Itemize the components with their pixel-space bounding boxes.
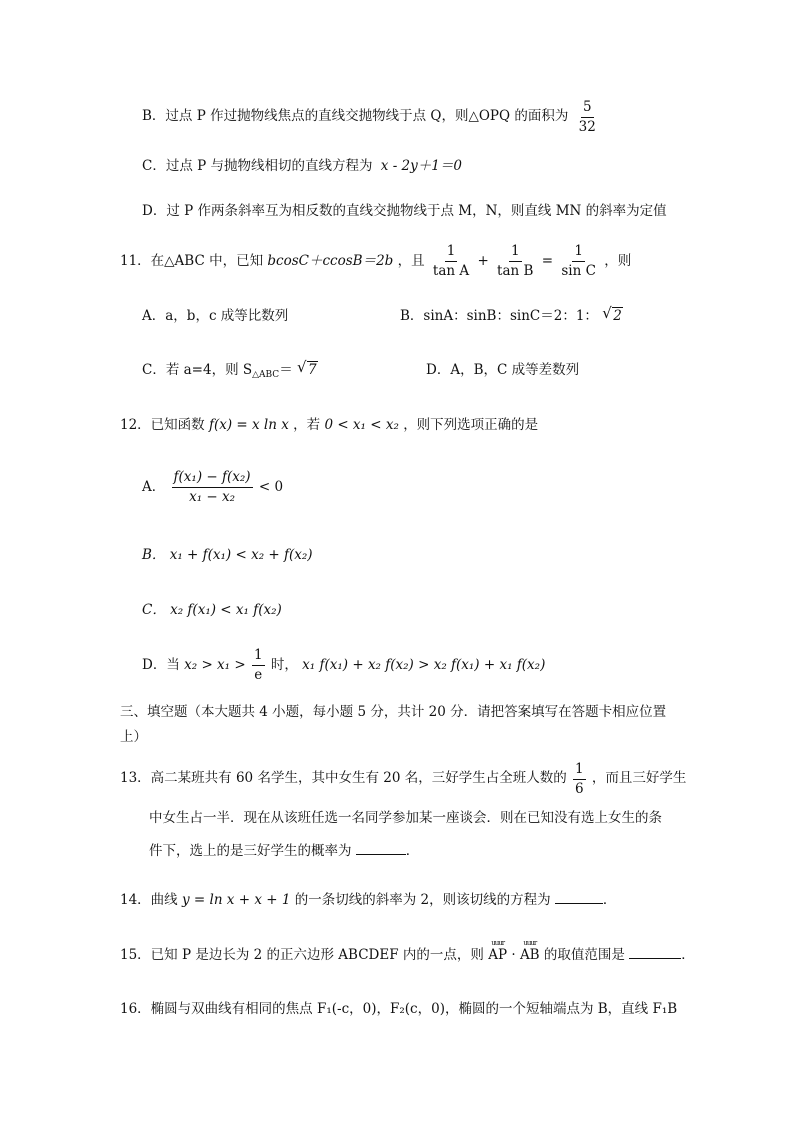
q12-function: f(x) = x ln x bbox=[208, 417, 289, 433]
q12-option-c-text: C． x₂ f(x₁) < x₁ f(x₂) bbox=[142, 602, 282, 618]
q11-option-b bbox=[400, 304, 623, 324]
q11-fraction-2 bbox=[495, 244, 535, 279]
fraction-numerator: 1 bbox=[572, 244, 585, 262]
option-label: D．当 bbox=[142, 657, 180, 674]
q14-tail: 的一条切线的斜率为 2，则该切线的方程为 bbox=[294, 892, 551, 908]
q11-option-d-text: D．A，B，C 成等差数列 bbox=[426, 362, 580, 378]
fraction-denominator: 6 bbox=[575, 780, 584, 797]
q13-text: ，而且三好学生 bbox=[591, 770, 687, 787]
q12-mid: ，若 bbox=[293, 417, 321, 433]
q16-text: 16．椭圆与双曲线有相同的焦点 F₁(-c，0)，F₂(c，0)，椭圆的一个短轴端点为 B，直线 F₁B bbox=[120, 1001, 678, 1017]
dot-operator: · bbox=[511, 947, 516, 963]
q15-tail: 的取值范围是 bbox=[543, 947, 625, 963]
fraction-numerator: f(x₁) − f(x₂) bbox=[172, 470, 253, 488]
q11-condition: bcosC＋ccosB＝2b bbox=[267, 253, 394, 270]
q10-option-b-fraction bbox=[577, 100, 598, 135]
q10-option-c-text: C．过点 P 与抛物线相切的直线方程为 bbox=[142, 158, 373, 174]
q10-option-c bbox=[142, 160, 462, 174]
q13-line3 bbox=[149, 845, 419, 859]
q10-option-d-text: D．过 P 作两条斜率互为相反数的直线交抛物线于点 M，N，则直线 MN 的斜率为定值 bbox=[142, 203, 667, 219]
q11-option-b-text: B．sinA：sinB：sinC＝2：1： bbox=[400, 308, 598, 324]
q13-text: 中女生占一半．现在从该班任选一名同学参加某一座谈会．则在已知没有选上女生的条 bbox=[149, 810, 662, 826]
vector-ab bbox=[519, 939, 540, 963]
q11-option-d bbox=[426, 364, 579, 378]
section-3-heading-text: 上） bbox=[120, 729, 147, 745]
section-3-heading-text: 三、填空题（本大题共 4 小题，每小题 5 分，共计 20 分．请把答案填写在答题卡相应位置 bbox=[120, 704, 667, 720]
q13-text: 13．高二某班共有 60 名学生，其中女生有 20 名，三好学生占全班人数的 bbox=[120, 770, 567, 787]
fraction-numerator: 5 bbox=[581, 100, 594, 118]
section-3-heading-line2 bbox=[120, 731, 147, 745]
vector-arrow-icon: uuur bbox=[491, 939, 505, 947]
period: ． bbox=[405, 843, 420, 859]
q12-option-d-fraction bbox=[252, 648, 265, 683]
fraction-denominator: tan B bbox=[497, 262, 534, 279]
fraction-denominator: e bbox=[254, 666, 263, 683]
q11-option-c bbox=[142, 358, 318, 380]
fraction-numerator: 1 bbox=[252, 648, 265, 666]
radicand: 2 bbox=[613, 308, 622, 324]
q12-option-a-fraction bbox=[172, 470, 253, 505]
q14-lead: 14．曲线 bbox=[120, 892, 178, 908]
vector-ap bbox=[488, 939, 508, 963]
inequality-rhs: < 0 bbox=[258, 479, 284, 496]
q11-mid: ，且 bbox=[397, 253, 425, 270]
fraction-denominator: 32 bbox=[578, 118, 596, 135]
q10-option-b bbox=[142, 100, 600, 135]
period: ． bbox=[602, 892, 617, 908]
period: ． bbox=[681, 947, 695, 963]
q12-option-d-mid: 时， bbox=[270, 657, 298, 674]
q12-stem bbox=[120, 419, 538, 433]
sqrt-symbol: √ 7 bbox=[297, 358, 317, 378]
q16-line bbox=[120, 1003, 677, 1017]
q12-option-b bbox=[142, 549, 313, 563]
sqrt-symbol: √ 2 bbox=[602, 304, 622, 324]
q12-option-a bbox=[142, 470, 283, 505]
vector-label: AP bbox=[488, 947, 508, 963]
fraction-denominator: x₁ − x₂ bbox=[189, 488, 236, 505]
q15-lead: 15．已知 P 是边长为 2 的正六边形 ABCDEF 内的一点，则 bbox=[120, 947, 484, 963]
radicand: 7 bbox=[308, 362, 317, 378]
option-label: A． bbox=[142, 479, 166, 496]
q12-condition: 0 < x₁ < x₂ bbox=[324, 417, 399, 433]
fraction-denominator: sin C bbox=[561, 262, 596, 279]
q12-option-b-text: B． x₁ + f(x₁) < x₂ + f(x₂) bbox=[142, 547, 313, 563]
q11-stem bbox=[120, 244, 631, 279]
vector-arrow-icon: uuur bbox=[523, 939, 537, 947]
answer-blank[interactable] bbox=[356, 853, 406, 855]
q12-option-d bbox=[142, 648, 545, 683]
q11-fraction-1 bbox=[431, 244, 471, 279]
q13-text: 件下，选上的是三好学生的概率为 bbox=[149, 843, 352, 859]
q12-option-d-expression: x₁ f(x₁) + x₂ f(x₂) > x₂ f(x₁) + x₁ f(x₂) bbox=[302, 657, 546, 674]
q12-lead: 12．已知函数 bbox=[120, 417, 205, 433]
answer-blank[interactable] bbox=[555, 902, 603, 904]
q11-lead: 11．在△ABC 中，已知 bbox=[120, 253, 264, 270]
q11-tail: ，则 bbox=[604, 253, 632, 270]
q10-option-b-text: B．过点 P 作过抛物线焦点的直线交抛物线于点 Q，则△OPQ 的面积为 bbox=[142, 108, 569, 125]
q13-line2 bbox=[149, 812, 662, 826]
fraction-numerator: 1 bbox=[445, 244, 458, 262]
fraction-numerator: 1 bbox=[509, 244, 522, 262]
q11-option-a-text: A．a，b，c 成等比数列 bbox=[142, 308, 289, 324]
q10-option-c-equation: x - 2y＋1＝0 bbox=[380, 158, 462, 174]
q13-fraction bbox=[573, 762, 586, 797]
q12-option-d-condition: x₂ > x₁ > bbox=[184, 657, 246, 674]
q11-option-c-text: C．若 a=4，则 S bbox=[142, 362, 253, 378]
section-3-heading-line1 bbox=[120, 706, 666, 720]
answer-blank[interactable] bbox=[629, 957, 681, 959]
q14-curve: y = ln x + x + 1 bbox=[181, 892, 291, 908]
equals-sign: = bbox=[541, 253, 554, 270]
q11-option-a bbox=[142, 310, 288, 324]
q12-tail: ，则下列选项正确的是 bbox=[403, 417, 539, 433]
q11-fraction-3 bbox=[559, 244, 598, 279]
equals-sign: ＝ bbox=[279, 362, 293, 378]
subscript: △ABC bbox=[252, 370, 280, 380]
q14-line bbox=[120, 894, 616, 908]
q10-option-d bbox=[142, 205, 667, 219]
q15-line bbox=[120, 939, 695, 963]
q12-option-c bbox=[142, 604, 282, 618]
fraction-denominator: tan A bbox=[432, 262, 470, 279]
plus-sign: + bbox=[477, 253, 489, 270]
vector-label: AB bbox=[519, 947, 540, 963]
q13-line1 bbox=[120, 762, 686, 797]
fraction-numerator: 1 bbox=[573, 762, 586, 780]
